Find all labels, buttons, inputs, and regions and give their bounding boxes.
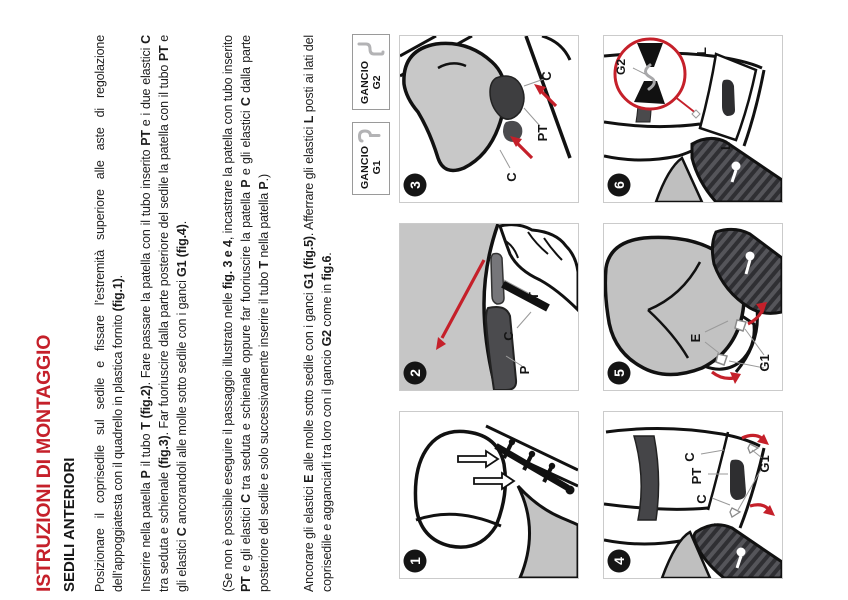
svg-text:PT: PT xyxy=(535,124,550,142)
figure-number-badge xyxy=(608,550,631,573)
svg-text:C: C xyxy=(682,452,697,462)
svg-text:6: 6 xyxy=(611,181,627,189)
paragraph-4: Ancorare gli elastici E alle molle sotto sedile con i ganci G1 (fig.5). Afferrare gli elastici L posti ai lati del coprisedile e agganciarli tra loro con il gancio G2 come in fig.6. xyxy=(302,35,335,592)
fig2-seat-art xyxy=(400,224,578,390)
paragraph-3: (Se non è possibile eseguire il passaggio illustrato nelle fig. 3 e 4, incastrare la patella con tubo inserito PT e gli elastici C tra seduta e schienale oppure far fuoriuscire la patella P e gli elastici C dalla parte posteriore del sedile e solo successivamente inserire il tubo T nella patella P.) xyxy=(221,35,272,592)
svg-text:L: L xyxy=(694,47,709,55)
svg-text:C: C xyxy=(694,494,709,504)
figure-number-badge xyxy=(404,362,427,385)
figure-panel-4 xyxy=(603,411,783,579)
svg-text:C: C xyxy=(539,71,554,81)
fig4-seat-art xyxy=(604,428,782,578)
figure-panel-6 xyxy=(603,35,783,203)
fig3-seat-art xyxy=(400,36,570,170)
figure-1-illustration xyxy=(400,412,578,578)
hook-legend-g2 xyxy=(352,34,390,110)
svg-text:5: 5 xyxy=(611,369,627,377)
svg-text:4: 4 xyxy=(611,557,627,565)
svg-text:P: P xyxy=(517,365,532,375)
svg-text:T: T xyxy=(526,292,541,300)
figure-2-illustration xyxy=(400,224,578,390)
paragraph-1: Posizionare il coprisedile sul sedile e fissare l’estremità superiore alle aste di regolazione dell’appoggiatesta con il quadrello in plastica fornito (fig.1). xyxy=(93,35,126,592)
hook-legend-g1-code: G1 xyxy=(371,160,383,175)
figure-panel-5 xyxy=(603,223,783,391)
svg-text:1: 1 xyxy=(407,557,423,565)
figure-panel-3 xyxy=(399,35,579,203)
figure-6-illustration xyxy=(604,36,782,202)
hook-legend-g2-title: GANCIO xyxy=(359,60,371,104)
svg-text:L: L xyxy=(718,142,733,150)
figure-4-illustration xyxy=(604,412,782,578)
svg-text:C: C xyxy=(504,172,519,182)
page-title: ISTRUZIONI DI MONTAGGIO xyxy=(33,334,55,592)
fig4-labels xyxy=(682,450,772,510)
g1-hook-icon xyxy=(358,128,385,144)
figure-number-badge xyxy=(608,362,631,385)
g2-hook-icon xyxy=(357,40,385,58)
svg-text:PT: PT xyxy=(689,467,704,485)
detail-circle-g2 xyxy=(614,39,700,118)
hook-legend-g1-title: GANCIO xyxy=(359,145,371,189)
figure-panel-2 xyxy=(399,223,579,391)
svg-text:C: C xyxy=(501,331,516,341)
svg-text:2: 2 xyxy=(407,369,423,377)
svg-text:E: E xyxy=(688,333,703,343)
figure-panel-1 xyxy=(399,411,579,579)
figure-3-illustration xyxy=(400,36,578,202)
svg-text:3: 3 xyxy=(407,181,423,189)
figure-5-illustration xyxy=(604,224,782,390)
fig1-seat-art xyxy=(415,426,578,578)
figure-number-badge xyxy=(608,174,631,197)
svg-text:G2: G2 xyxy=(614,58,628,76)
section-title: SEDILI ANTERIORI xyxy=(61,457,78,592)
hook-legend-g2-code: G2 xyxy=(371,75,383,90)
fig5-seat-art xyxy=(605,229,782,374)
paragraph-2: Inserire nella patella P il tubo T (fig.2). Fare passare la patella con il tubo inserito PT e i due elastici C tra seduta e schienale (fig.3). Far fuoriuscire dalla parte posteriore del sedile la patella con il tubo PT e gli elastici C ancorandoli alle molle sotto sedile con i ganci G1 (fig.4). xyxy=(139,34,190,592)
hook-legend-g1 xyxy=(352,122,390,195)
svg-text:G1: G1 xyxy=(757,455,772,473)
figure-number-badge xyxy=(404,550,427,573)
figure-number-badge xyxy=(404,174,427,197)
svg-text:G1: G1 xyxy=(757,354,772,372)
